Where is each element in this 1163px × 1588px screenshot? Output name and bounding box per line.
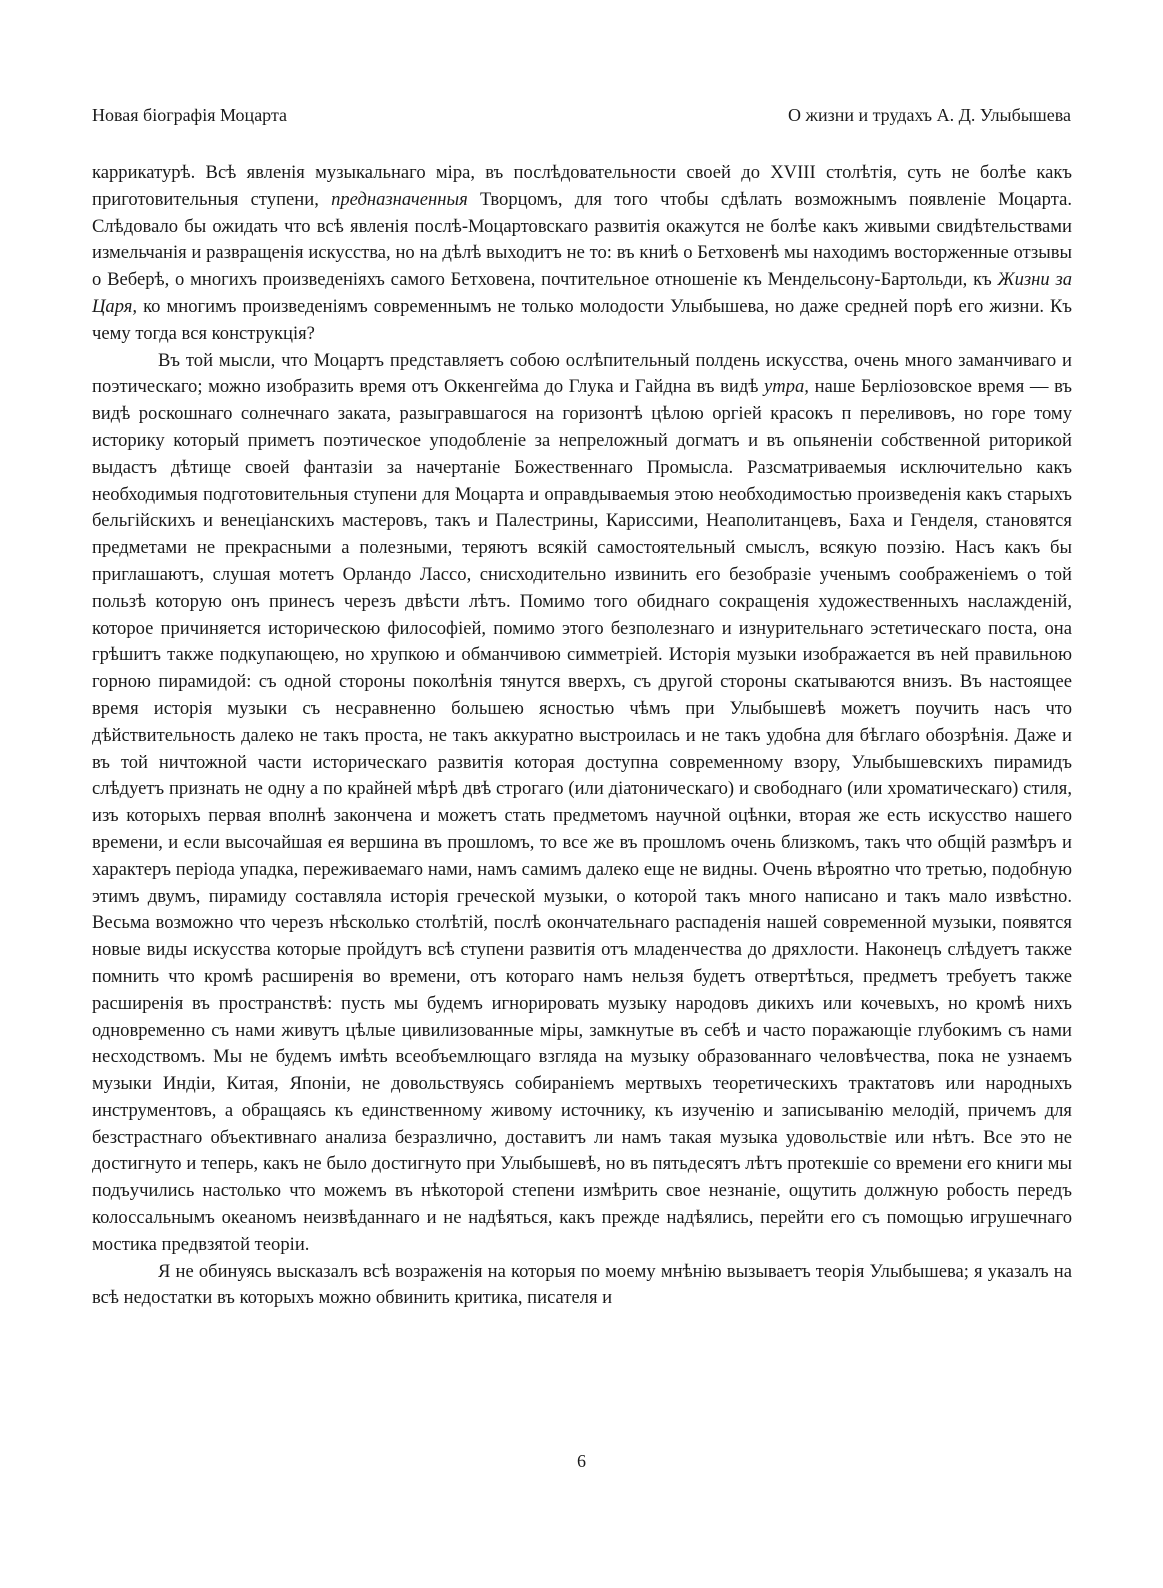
emphasis: утра, bbox=[764, 376, 809, 398]
body-text bbox=[92, 160, 1072, 1312]
text-run: Творцомъ, для того чтобы сдѣлать возможнымъ появленіе Моцарта. Слѣдовало бы ожидать что всѣ явленія послѣ-Моцартовскаго развитія окажутся не болѣе какъ живыми свидѣтельствами измельчанія и развращенія искусства, но на дѣлѣ выходитъ не то: въ книѣ о Бетховенѣ мы находимъ восторженные отзывы о Веберѣ, о многихъ произведеніяхъ самого Бетховена, почтительное отношеніе къ Мендельсону-Бартольди, къ bbox=[92, 188, 1072, 291]
text-run: Въ той мысли, что Моцартъ представляетъ собою ослѣпительный полдень искусства, очень много заманчиваго и поэтическаго; можно изобразить время отъ Оккенгейма до Глука и Гайдна въ видѣ bbox=[92, 349, 1072, 398]
emphasis-opera-title: Жизни за Царя, bbox=[92, 269, 1072, 317]
header-chapter-title: О жизни и трудахъ А. Д. Улыбышева bbox=[788, 105, 1071, 125]
text-run: каррикатурѣ. Всѣ явленія музыкальнаго міра, въ послѣдовательности своей до XVIII столѣтія, суть не болѣе какъ приготовительныя ступени, bbox=[92, 162, 1072, 210]
header-book-title: Новая біографія Моцарта bbox=[92, 105, 288, 125]
text-run: ко многимъ произведеніямъ современнымъ не только молодости Улыбышева, но даже средней порѣ его жизни. Къ чему тогда вся конструкція? bbox=[92, 295, 1072, 344]
paragraph-1 bbox=[92, 160, 1072, 348]
page-number: 6 bbox=[577, 1451, 586, 1471]
paragraph-3 bbox=[92, 1259, 1072, 1313]
running-header bbox=[92, 104, 1071, 126]
text-run: наше Берліозовское время — въ видѣ роскошнаго солнечнаго заката, разыгравшагося на горизонтѣ цѣлою оргіей красокъ п переливовъ, но горе тому историку который приметъ поэтическое уподобленіе за непреложный догматъ и въ опьяненіи собственной риторикой выдастъ дѣтище своей фантазіи за начертаніе Божественнаго Промысла. Разсматриваемыя исключительно какъ необходимыя подготовительныя ступени для Моцарта и оправдываемыя этою необходимостью произведенія какъ старыхъ бельгійскихъ и венеціанскихъ мастеровъ, такъ и Палестрины, Кариссими, Неаполитанцевъ, Баха и Генделя, становятся предметами не прекрасными а полезными, теряютъ всякій самостоятельный смыслъ, всякую поэзію. Насъ какъ бы приглашаютъ, слушая мотетъ Орландо Лассо, снисходительно извинить его безобразіе ученымъ соображеніемъ о той пользѣ которую онъ принесъ черезъ двѣсти лѣтъ. Помимо того обиднаго сокращенія художественныхъ наслажденій, которое причиняется историческою философіей, помимо этого безполезнаго и изнурительнаго эстетическаго поста, она грѣшитъ также подкупающею, но хрупкою и обманчивою симметріей. Исторія музыки изображается въ ней правильною горною пирамидой: съ одной стороны поколѣнія тянутся вверхъ, съ другой стороны скатываются внизъ. Въ настоящее время исторія музыки съ несравненно большею ясностью чѣмъ при Улыбышевѣ можетъ поучить насъ что дѣйствительность далеко не такъ проста, не такъ аккуратно выстроилась и не такъ удобна для бѣглаго обозрѣнія. Даже и въ той ничтожной части историческаго развитія которая доступна современному взору, Улыбышевскихъ пирамидъ слѣдуетъ признать не одну а по крайней мѣрѣ двѣ строгаго (или діатоническаго) и свободнаго (или хроматическаго) стиля, изъ которыхъ первая вполнѣ закончена и можетъ стать предметомъ научной оцѣнки, вторая же есть искусство нашего времени, и если высочайшая ея вершина въ прошломъ, то все же въ прошломъ очень близкомъ, такъ что общій размѣръ и характеръ періода упадка, переживаемаго нами, намъ самимъ далеко еще не видны. Очень вѣроятно что третью, подобную этимъ двумъ, пирамиду составляла исторія греческой музыки, о которой такъ много написано и такъ мало извѣстно. Весьма возможно что черезъ нѣсколько столѣтій, послѣ окончательнаго распаденія нашей современной музыки, появятся новые виды искусства которые пройдутъ всѣ ступени развитія отъ младенчества до дряхлости. Наконецъ слѣдуетъ также помнить что кромѣ расширенія во времени, отъ котораго намъ нельзя будетъ отвертѣться, предметъ требуетъ также расширенія въ пространствѣ: пусть мы будемъ игнорировать музыку народовъ дикихъ или кочевыхъ, но кромѣ нихъ одновременно съ нами живутъ цѣлые цивилизованные міры, замкнутые въ себѣ и часто поражающіе глубокимъ съ нами несходствомъ. Мы не будемъ имѣть всеобъемлющаго взгляда на музыку образованнаго человѣчества, пока не узнаемъ музыки Индіи, Китая, Японіи, не довольствуясь собираніемъ мертвыхъ теоретическихъ трактатовъ или народныхъ инструментовъ, а обращаясь къ единственному живому источнику, къ изученію и записыванію мелодій, причемъ для безстрастнаго объективнаго анализа безразлично, доставитъ ли намъ такая музыка удовольствіе или нѣтъ. Все это не достигнуто и теперь, какъ не было достигнуто при Улыбышевѣ, но въ пятьдесятъ лѣтъ протекшіе со времени его книги мы подъучились настолько что можемъ въ нѣкоторой степени измѣрить свое незнаніе, ощутить должную робость передъ колоссальнымъ океаномъ неизвѣданнаго и не надѣяться, какъ прежде надѣялись, перейти его съ помощью игрушечнаго мостика предвзятой теоріи. bbox=[92, 376, 1072, 1255]
emphasis: предназначенныя bbox=[331, 188, 468, 210]
paragraph-2 bbox=[92, 348, 1072, 1259]
text-run: Я не обинуясь высказалъ всѣ возраженія на которыя по моему мнѣнію вызываетъ теорія Улыбышева; я указалъ на всѣ недостатки въ которыхъ можно обвинить критика, писателя и bbox=[92, 1260, 1072, 1309]
